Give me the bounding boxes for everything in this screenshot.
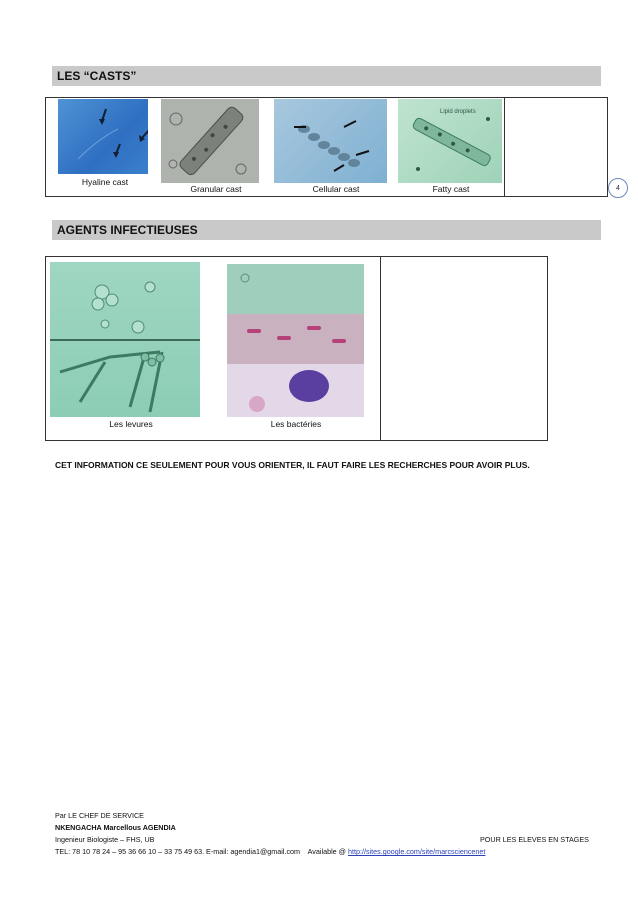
yeast-image [50,262,200,417]
caption-bacteria: Les bactéries [270,419,322,429]
table-divider [380,257,381,440]
bacteria-micrograph-icon [227,264,364,417]
caption-hyaline-cast: Hyaline cast [81,177,129,187]
cellular-cast-micrograph-icon [274,99,387,183]
caption-cellular-cast: Cellular cast [312,184,360,194]
footer-line-1: Par LE CHEF DE SERVICE [55,811,144,820]
granular-cast-micrograph-icon [161,99,259,183]
footer-line-2: NKENGACHA Marcellous AGENDIA [55,823,176,832]
footer-line-4 [55,846,485,858]
fatty-cast-image-label: Lipid droplets [440,109,476,115]
footer-website-link[interactable]: http://sites.google.com/site/marcsciencenet [347,847,486,856]
caption-granular-cast: Granular cast [190,184,242,194]
section-heading-casts: LES “CASTS” [52,66,601,86]
fatty-cast-image [398,99,502,183]
yeast-micrograph-icon [50,262,200,417]
footer-line-3-left: Ingenieur Biologiste – FHS, UB [55,835,155,844]
cellular-cast-image [274,99,387,183]
caption-fatty-cast: Fatty cast [432,184,470,194]
table-divider [504,98,505,196]
hyaline-cast-micrograph-icon [58,99,148,174]
bacteria-image [227,264,364,417]
casts-table [45,97,608,197]
page-number-badge: 4 [608,178,628,198]
caption-yeast: Les levures [109,419,153,429]
footer-line-3-right: POUR LES ELEVES EN STAGES [480,835,589,844]
footer-available-label: Available @ [307,847,346,856]
agents-table [45,256,548,441]
footer-contact: TEL: 78 10 78 24 – 95 36 66 10 – 33 75 49 63. E-mail: agendia1@gmail.com [55,847,301,856]
granular-cast-image [161,99,259,183]
hyaline-cast-image [58,99,148,174]
section-heading-agents: AGENTS INFECTIEUSES [52,220,601,240]
note-text: CET INFORMATION CE SEULEMENT POUR VOUS ORIENTER, IL FAUT FAIRE LES RECHERCHES POUR AVOIR PLUS. [55,460,530,470]
